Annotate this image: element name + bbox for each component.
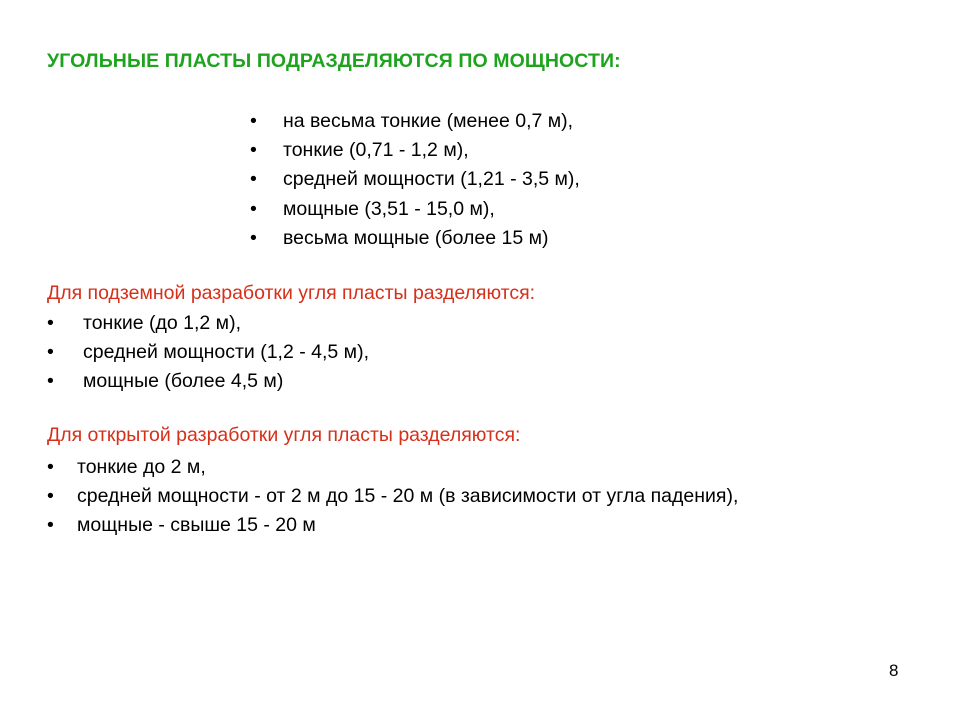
page-number: 8 xyxy=(889,661,899,680)
bullet: • xyxy=(47,456,54,478)
bullet: • xyxy=(47,341,54,364)
list-item-text: мощные - свыше 15 - 20 м xyxy=(77,514,316,537)
list-item-text: тонкие до 2 м, xyxy=(77,456,206,478)
bullet: • xyxy=(250,197,257,220)
bullet: • xyxy=(250,110,257,132)
list-item-text: на весьма тонкие (менее 0,7 м), xyxy=(283,110,574,132)
bullet: • xyxy=(250,226,257,249)
bullet: • xyxy=(47,312,54,334)
list-item-text: мощные (3,51 - 15,0 м), xyxy=(283,197,495,220)
list-item-text: мощные (более 4,5 м) xyxy=(83,370,284,393)
underground-mining-heading: Для подземной разработки угля пласты разделяются: xyxy=(47,282,536,304)
bullet: • xyxy=(47,514,54,537)
open-pit-mining-heading: Для открытой разработки угля пласты разделяются: xyxy=(47,424,521,446)
list-item-text: средней мощности - от 2 м до 15 - 20 м (в зависимости от угла падения), xyxy=(77,485,739,508)
bullet: • xyxy=(250,139,257,162)
slide-title: УГОЛЬНЫЕ ПЛАСТЫ ПОДРАЗДЕЛЯЮТСЯ ПО МОЩНОСТИ: xyxy=(47,50,621,72)
bullet: • xyxy=(47,370,54,393)
list-item-text: тонкие (0,71 - 1,2 м), xyxy=(283,139,469,162)
bullet: • xyxy=(47,485,54,508)
list-item-text: весьма мощные (более 15 м) xyxy=(283,226,549,249)
list-item-text: средней мощности (1,2 - 4,5 м), xyxy=(83,341,369,364)
list-item-text: тонкие (до 1,2 м), xyxy=(83,312,241,334)
list-item-text: средней мощности (1,21 - 3,5 м), xyxy=(283,168,580,191)
bullet: • xyxy=(250,168,257,191)
